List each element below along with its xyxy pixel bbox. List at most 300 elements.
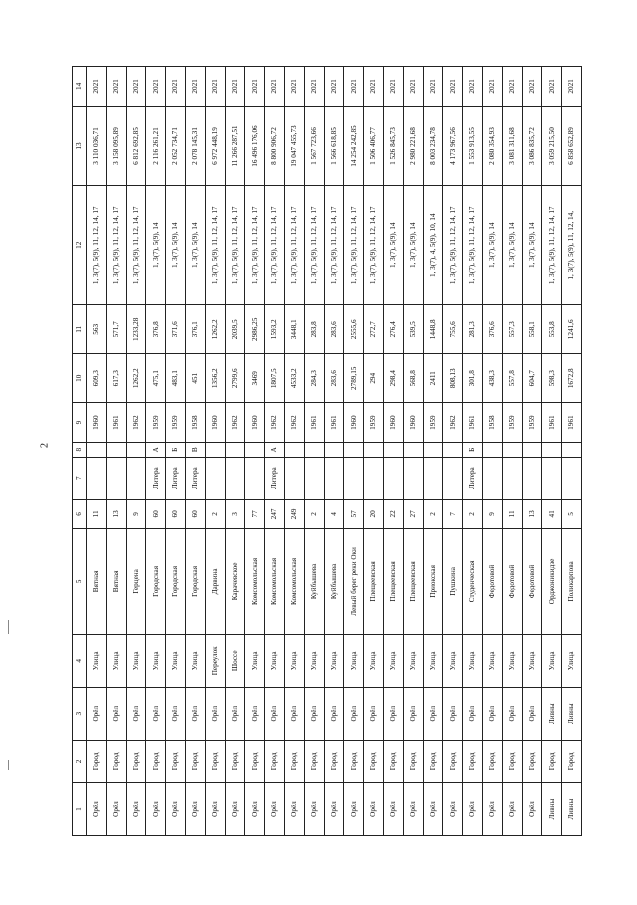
living-area-cell: 3448,1 bbox=[284, 305, 304, 354]
table-row bbox=[502, 67, 522, 836]
total-area-cell: 4533,2 bbox=[284, 354, 304, 403]
municipality-cell: Орёл bbox=[304, 783, 324, 836]
street-name-cell: Орджоникидзе bbox=[542, 528, 562, 634]
scan-edge-mark bbox=[8, 760, 9, 770]
settlement-cell: Орёл bbox=[245, 687, 265, 740]
street-type-cell: Улица bbox=[522, 634, 542, 687]
municipality-cell: Орёл bbox=[245, 783, 265, 836]
house-number-cell: 7 bbox=[443, 499, 463, 528]
rotated-table-container bbox=[72, 66, 582, 836]
letter-cell: Б bbox=[166, 442, 186, 457]
table-row bbox=[126, 67, 146, 836]
house-number-cell: 9 bbox=[482, 499, 502, 528]
street-name-cell: Городская bbox=[185, 528, 205, 634]
table-frame bbox=[72, 66, 582, 836]
table-row bbox=[87, 67, 107, 836]
cost-cell: 8 003 234,78 bbox=[423, 106, 443, 185]
year-cell: 2021 bbox=[245, 67, 265, 107]
table-row bbox=[166, 67, 186, 836]
street-name-cell: Герцена bbox=[126, 528, 146, 634]
work-types-cell: 1, 3(7), 5(9), 14 bbox=[522, 186, 542, 305]
year-cell: 2021 bbox=[146, 67, 166, 107]
work-types-cell: 1, 3(7), 5(9), 11, 12, 14, bbox=[562, 186, 582, 305]
letter-label-cell bbox=[522, 457, 542, 499]
column-number-header: 11 bbox=[73, 305, 87, 354]
street-type-cell: Шоссе bbox=[225, 634, 245, 687]
street-name-cell: Федотовой bbox=[482, 528, 502, 634]
year-cell: 2021 bbox=[482, 67, 502, 107]
house-number-cell: 20 bbox=[364, 499, 384, 528]
cost-cell: 4 173 967,56 bbox=[443, 106, 463, 185]
total-area-cell: 294 bbox=[364, 354, 384, 403]
total-area-cell: 298,4 bbox=[383, 354, 403, 403]
year-cell: 2021 bbox=[225, 67, 245, 107]
settlement-type-cell: Город bbox=[245, 740, 265, 782]
street-name-cell: Куйбышева bbox=[324, 528, 344, 634]
settlement-type-cell: Город bbox=[205, 740, 225, 782]
letter-label-cell bbox=[482, 457, 502, 499]
table-row bbox=[304, 67, 324, 836]
letter-cell bbox=[443, 442, 463, 457]
year-built-cell: 1961 bbox=[463, 403, 483, 443]
municipality-cell: Орёл bbox=[463, 783, 483, 836]
year-built-cell: 1959 bbox=[166, 403, 186, 443]
work-types-cell: 1, 3(7), 5(9), 14 bbox=[146, 186, 166, 305]
cost-cell: 2 116 261,21 bbox=[146, 106, 166, 185]
letter-label-cell bbox=[324, 457, 344, 499]
work-types-cell: 1, 3(7), 4, 5(9), 10, 14 bbox=[423, 186, 443, 305]
table-row bbox=[482, 67, 502, 836]
street-name-cell: Федотовой bbox=[522, 528, 542, 634]
year-built-cell: 1959 bbox=[522, 403, 542, 443]
year-cell: 2021 bbox=[265, 67, 285, 107]
year-built-cell: 1961 bbox=[304, 403, 324, 443]
column-number-header: 5 bbox=[73, 528, 87, 634]
year-built-cell: 1962 bbox=[284, 403, 304, 443]
house-number-cell: 22 bbox=[383, 499, 403, 528]
year-cell: 2021 bbox=[106, 67, 126, 107]
street-type-cell: Улица bbox=[106, 634, 126, 687]
letter-cell bbox=[344, 442, 364, 457]
settlement-type-cell: Город bbox=[106, 740, 126, 782]
year-cell: 2021 bbox=[502, 67, 522, 107]
street-type-cell: Улица bbox=[502, 634, 522, 687]
street-type-cell: Улица bbox=[364, 634, 384, 687]
living-area-cell: 376,6 bbox=[482, 305, 502, 354]
year-built-cell: 1960 bbox=[403, 403, 423, 443]
municipality-cell: Орёл bbox=[225, 783, 245, 836]
cost-cell: 3 059 215,50 bbox=[542, 106, 562, 185]
municipality-cell: Орёл bbox=[482, 783, 502, 836]
house-number-cell: 2 bbox=[423, 499, 443, 528]
municipality-cell: Орёл bbox=[126, 783, 146, 836]
settlement-cell: Орёл bbox=[364, 687, 384, 740]
house-number-cell: 77 bbox=[245, 499, 265, 528]
year-built-cell: 1961 bbox=[324, 403, 344, 443]
living-area-cell: 1448,8 bbox=[423, 305, 443, 354]
letter-cell bbox=[106, 442, 126, 457]
total-area-cell: 284,3 bbox=[304, 354, 324, 403]
settlement-type-cell: Город bbox=[502, 740, 522, 782]
house-number-cell: 60 bbox=[185, 499, 205, 528]
year-built-cell: 1962 bbox=[225, 403, 245, 443]
settlement-type-cell: Город bbox=[87, 740, 107, 782]
letter-cell bbox=[284, 442, 304, 457]
settlement-cell: Орёл bbox=[463, 687, 483, 740]
total-area-cell: 283,6 bbox=[324, 354, 344, 403]
total-area-cell: 609,3 bbox=[87, 354, 107, 403]
table-row bbox=[562, 67, 582, 836]
year-built-cell: 1962 bbox=[126, 403, 146, 443]
street-type-cell: Улица bbox=[324, 634, 344, 687]
table-row bbox=[542, 67, 562, 836]
letter-cell bbox=[324, 442, 344, 457]
settlement-type-cell: Город bbox=[146, 740, 166, 782]
year-built-cell: 1962 bbox=[443, 403, 463, 443]
work-types-cell: 1, 3(7), 5(9), 11, 12, 14, 17 bbox=[304, 186, 324, 305]
municipality-cell: Орёл bbox=[324, 783, 344, 836]
total-area-cell: 475,1 bbox=[146, 354, 166, 403]
table-row bbox=[225, 67, 245, 836]
street-type-cell: Улица bbox=[146, 634, 166, 687]
street-type-cell: Улица bbox=[463, 634, 483, 687]
municipality-cell: Орёл bbox=[383, 783, 403, 836]
letter-cell bbox=[522, 442, 542, 457]
work-types-cell: 1, 3(7), 5(9), 11, 12, 14, 17 bbox=[324, 186, 344, 305]
living-area-cell: 2039,5 bbox=[225, 305, 245, 354]
year-built-cell: 1960 bbox=[383, 403, 403, 443]
cost-cell: 6 972 448,19 bbox=[205, 106, 225, 185]
work-types-cell: 1, 3(7), 5(9), 11, 12, 14, 17 bbox=[87, 186, 107, 305]
street-name-cell: Карачевское bbox=[225, 528, 245, 634]
cost-cell: 1 567 723,66 bbox=[304, 106, 324, 185]
municipality-cell: Орёл bbox=[344, 783, 364, 836]
letter-label-cell bbox=[304, 457, 324, 499]
work-types-cell: 1, 3(7), 5(9), 11, 12, 14, 17 bbox=[463, 186, 483, 305]
living-area-cell: 2555,6 bbox=[344, 305, 364, 354]
column-number-header: 1 bbox=[73, 783, 87, 836]
settlement-type-cell: Город bbox=[383, 740, 403, 782]
street-name-cell: Куйбышева bbox=[304, 528, 324, 634]
year-cell: 2021 bbox=[443, 67, 463, 107]
work-types-cell: 1, 3(7), 5(9), 14 bbox=[185, 186, 205, 305]
street-name-cell: Вятная bbox=[106, 528, 126, 634]
letter-cell: А bbox=[146, 442, 166, 457]
total-area-cell: 808,13 bbox=[443, 354, 463, 403]
street-name-cell: Приокская bbox=[423, 528, 443, 634]
living-area-cell: 281,3 bbox=[463, 305, 483, 354]
settlement-cell: Орёл bbox=[166, 687, 186, 740]
letter-cell: В bbox=[185, 442, 205, 457]
living-area-cell: 755,6 bbox=[443, 305, 463, 354]
street-name-cell: Вятная bbox=[87, 528, 107, 634]
living-area-cell: 553,8 bbox=[542, 305, 562, 354]
total-area-cell: 451 bbox=[185, 354, 205, 403]
cost-cell: 2 080 354,93 bbox=[482, 106, 502, 185]
table-row bbox=[265, 67, 285, 836]
street-type-cell: Улица bbox=[562, 634, 582, 687]
letter-label-cell bbox=[403, 457, 423, 499]
total-area-cell: 1262,2 bbox=[126, 354, 146, 403]
letter-label-cell bbox=[126, 457, 146, 499]
total-area-cell: 1356,2 bbox=[205, 354, 225, 403]
street-type-cell: Улица bbox=[185, 634, 205, 687]
settlement-type-cell: Город bbox=[265, 740, 285, 782]
letter-label-cell: Литера bbox=[166, 457, 186, 499]
letter-label-cell bbox=[284, 457, 304, 499]
living-area-cell: 272,7 bbox=[364, 305, 384, 354]
settlement-cell: Орёл bbox=[522, 687, 542, 740]
work-types-cell: 1, 3(7), 5(9), 11, 12, 14, 17 bbox=[364, 186, 384, 305]
letter-label-cell bbox=[344, 457, 364, 499]
settlement-type-cell: Город bbox=[324, 740, 344, 782]
total-area-cell: 568,8 bbox=[403, 354, 423, 403]
municipality-cell: Орёл bbox=[403, 783, 423, 836]
settlement-cell: Орёл bbox=[265, 687, 285, 740]
cost-cell: 1 566 618,85 bbox=[324, 106, 344, 185]
total-area-cell: 1672,8 bbox=[562, 354, 582, 403]
table-row bbox=[245, 67, 265, 836]
letter-cell bbox=[245, 442, 265, 457]
cost-cell: 2 052 734,71 bbox=[166, 106, 186, 185]
street-name-cell: Плещеевская bbox=[403, 528, 423, 634]
work-types-cell: 1, 3(7), 5(9), 11, 12, 14, 17 bbox=[284, 186, 304, 305]
settlement-type-cell: Город bbox=[166, 740, 186, 782]
settlement-cell: Орёл bbox=[383, 687, 403, 740]
street-type-cell: Улица bbox=[166, 634, 186, 687]
year-cell: 2021 bbox=[463, 67, 483, 107]
street-type-cell: Улица bbox=[87, 634, 107, 687]
year-cell: 2021 bbox=[423, 67, 443, 107]
settlement-type-cell: Город bbox=[126, 740, 146, 782]
street-name-cell: Левый берег реки Оки bbox=[344, 528, 364, 634]
year-built-cell: 1961 bbox=[542, 403, 562, 443]
table-row bbox=[443, 67, 463, 836]
street-name-cell: Комсомольская bbox=[265, 528, 285, 634]
letter-cell bbox=[225, 442, 245, 457]
house-number-cell: 13 bbox=[106, 499, 126, 528]
year-cell: 2021 bbox=[364, 67, 384, 107]
year-built-cell: 1961 bbox=[562, 403, 582, 443]
municipality-cell: Орёл bbox=[522, 783, 542, 836]
living-area-cell: 371,6 bbox=[166, 305, 186, 354]
work-types-cell: 1, 3(7), 5(9), 14 bbox=[383, 186, 403, 305]
housing-registry-table bbox=[72, 66, 582, 836]
work-types-cell: 1, 3(7), 5(9), 11, 12, 14, 17 bbox=[265, 186, 285, 305]
cost-cell: 1 506 406,77 bbox=[364, 106, 384, 185]
year-cell: 2021 bbox=[522, 67, 542, 107]
year-built-cell: 1961 bbox=[106, 403, 126, 443]
settlement-type-cell: Город bbox=[562, 740, 582, 782]
settlement-type-cell: Город bbox=[284, 740, 304, 782]
letter-cell: Б bbox=[463, 442, 483, 457]
table-body bbox=[87, 67, 582, 836]
year-cell: 2021 bbox=[403, 67, 423, 107]
total-area-cell: 2799,6 bbox=[225, 354, 245, 403]
street-type-cell: Улица bbox=[265, 634, 285, 687]
house-number-cell: 9 bbox=[126, 499, 146, 528]
street-name-cell: Городская bbox=[166, 528, 186, 634]
cost-cell: 2 078 145,31 bbox=[185, 106, 205, 185]
column-number-header: 13 bbox=[73, 106, 87, 185]
living-area-cell: 1262,2 bbox=[205, 305, 225, 354]
settlement-cell: Орёл bbox=[87, 687, 107, 740]
letter-cell bbox=[403, 442, 423, 457]
letter-label-cell bbox=[205, 457, 225, 499]
settlement-cell: Орёл bbox=[205, 687, 225, 740]
settlement-cell: Орёл bbox=[146, 687, 166, 740]
living-area-cell: 1241,6 bbox=[562, 305, 582, 354]
page-number: 2 bbox=[39, 443, 51, 448]
column-number-header: 14 bbox=[73, 67, 87, 107]
settlement-type-cell: Город bbox=[364, 740, 384, 782]
settlement-type-cell: Город bbox=[304, 740, 324, 782]
year-built-cell: 1959 bbox=[502, 403, 522, 443]
total-area-cell: 1807,5 bbox=[265, 354, 285, 403]
work-types-cell: 1, 3(7), 5(9), 14 bbox=[502, 186, 522, 305]
letter-label-cell bbox=[443, 457, 463, 499]
scan-edge-mark bbox=[8, 620, 9, 634]
letter-cell bbox=[87, 442, 107, 457]
work-types-cell: 1, 3(7), 5(9), 14 bbox=[482, 186, 502, 305]
year-built-cell: 1960 bbox=[245, 403, 265, 443]
settlement-cell: Орёл bbox=[185, 687, 205, 740]
living-area-cell: 539,5 bbox=[403, 305, 423, 354]
total-area-cell: 2411 bbox=[423, 354, 443, 403]
year-cell: 2021 bbox=[166, 67, 186, 107]
street-name-cell: Поликарпова bbox=[562, 528, 582, 634]
letter-cell: А bbox=[265, 442, 285, 457]
settlement-cell: Орёл bbox=[126, 687, 146, 740]
street-name-cell: Плещеевская bbox=[364, 528, 384, 634]
living-area-cell: 276,4 bbox=[383, 305, 403, 354]
municipality-cell: Орёл bbox=[502, 783, 522, 836]
total-area-cell: 604,7 bbox=[522, 354, 542, 403]
letter-label-cell bbox=[245, 457, 265, 499]
settlement-type-cell: Город bbox=[185, 740, 205, 782]
letter-label-cell bbox=[542, 457, 562, 499]
letter-cell bbox=[562, 442, 582, 457]
settlement-cell: Ливны bbox=[542, 687, 562, 740]
year-cell: 2021 bbox=[383, 67, 403, 107]
house-number-cell: 60 bbox=[166, 499, 186, 528]
settlement-type-cell: Город bbox=[423, 740, 443, 782]
cost-cell: 8 800 906,72 bbox=[265, 106, 285, 185]
municipality-cell: Орёл bbox=[87, 783, 107, 836]
house-number-cell: 4 bbox=[324, 499, 344, 528]
street-type-cell: Улица bbox=[403, 634, 423, 687]
settlement-cell: Ливны bbox=[562, 687, 582, 740]
letter-label-cell bbox=[87, 457, 107, 499]
settlement-cell: Орёл bbox=[443, 687, 463, 740]
column-number-header: 4 bbox=[73, 634, 87, 687]
municipality-cell: Орёл bbox=[185, 783, 205, 836]
living-area-cell: 558,1 bbox=[522, 305, 542, 354]
street-name-cell: Дарвина bbox=[205, 528, 225, 634]
living-area-cell: 2986,25 bbox=[245, 305, 265, 354]
letter-cell bbox=[423, 442, 443, 457]
settlement-type-cell: Город bbox=[225, 740, 245, 782]
street-type-cell: Улица bbox=[482, 634, 502, 687]
work-types-cell: 1, 3(7), 5(9), 11, 12, 14, 17 bbox=[205, 186, 225, 305]
municipality-cell: Орёл bbox=[423, 783, 443, 836]
letter-cell bbox=[383, 442, 403, 457]
table-row bbox=[146, 67, 166, 836]
settlement-cell: Орёл bbox=[502, 687, 522, 740]
house-number-cell: 249 bbox=[284, 499, 304, 528]
house-number-cell: 27 bbox=[403, 499, 423, 528]
total-area-cell: 617,3 bbox=[106, 354, 126, 403]
table-row bbox=[522, 67, 542, 836]
year-cell: 2021 bbox=[562, 67, 582, 107]
street-name-cell: Комсомольская bbox=[245, 528, 265, 634]
settlement-type-cell: Город bbox=[482, 740, 502, 782]
cost-cell: 19 047 455,73 bbox=[284, 106, 304, 185]
table-row bbox=[284, 67, 304, 836]
table-row bbox=[423, 67, 443, 836]
year-built-cell: 1962 bbox=[265, 403, 285, 443]
table-row bbox=[106, 67, 126, 836]
street-name-cell: Плещеевская bbox=[383, 528, 403, 634]
table-row bbox=[324, 67, 344, 836]
work-types-cell: 1, 3(7), 5(9), 14 bbox=[166, 186, 186, 305]
settlement-type-cell: Город bbox=[463, 740, 483, 782]
total-area-cell: 557,8 bbox=[502, 354, 522, 403]
work-types-cell: 1, 3(7), 5(9), 11, 12, 14, 17 bbox=[443, 186, 463, 305]
house-number-cell: 2 bbox=[205, 499, 225, 528]
cost-cell: 2 980 221,68 bbox=[403, 106, 423, 185]
street-type-cell: Улица bbox=[423, 634, 443, 687]
letter-cell bbox=[126, 442, 146, 457]
living-area-cell: 1233,28 bbox=[126, 305, 146, 354]
living-area-cell: 283,6 bbox=[324, 305, 344, 354]
total-area-cell: 483,1 bbox=[166, 354, 186, 403]
street-type-cell: Улица bbox=[245, 634, 265, 687]
letter-cell bbox=[542, 442, 562, 457]
letter-label-cell bbox=[383, 457, 403, 499]
house-number-cell: 247 bbox=[265, 499, 285, 528]
settlement-type-cell: Город bbox=[344, 740, 364, 782]
column-number-header: 10 bbox=[73, 354, 87, 403]
living-area-cell: 1593,2 bbox=[265, 305, 285, 354]
table-row bbox=[383, 67, 403, 836]
street-type-cell: Улица bbox=[542, 634, 562, 687]
municipality-cell: Орёл bbox=[106, 783, 126, 836]
work-types-cell: 1, 3(7), 5(9), 11, 12, 14, 17 bbox=[126, 186, 146, 305]
cost-cell: 3 081 311,68 bbox=[502, 106, 522, 185]
total-area-cell: 2789,15 bbox=[344, 354, 364, 403]
column-number-header: 7 bbox=[73, 457, 87, 499]
letter-label-cell: Литера bbox=[185, 457, 205, 499]
street-name-cell: Студенческая bbox=[463, 528, 483, 634]
settlement-type-cell: Город bbox=[443, 740, 463, 782]
work-types-cell: 1, 3(7), 5(9), 11, 12, 14, 17 bbox=[106, 186, 126, 305]
street-name-cell: Комсомольская bbox=[284, 528, 304, 634]
house-number-cell: 5 bbox=[562, 499, 582, 528]
letter-label-cell bbox=[502, 457, 522, 499]
house-number-cell: 41 bbox=[542, 499, 562, 528]
table-row bbox=[185, 67, 205, 836]
work-types-cell: 1, 3(7), 5(9), 11, 12, 14, 17 bbox=[225, 186, 245, 305]
living-area-cell: 563 bbox=[87, 305, 107, 354]
settlement-type-cell: Город bbox=[522, 740, 542, 782]
municipality-cell: Орёл bbox=[146, 783, 166, 836]
living-area-cell: 571,7 bbox=[106, 305, 126, 354]
year-built-cell: 1958 bbox=[482, 403, 502, 443]
column-number-header: 6 bbox=[73, 499, 87, 528]
cost-cell: 11 266 287,51 bbox=[225, 106, 245, 185]
street-type-cell: Улица bbox=[344, 634, 364, 687]
